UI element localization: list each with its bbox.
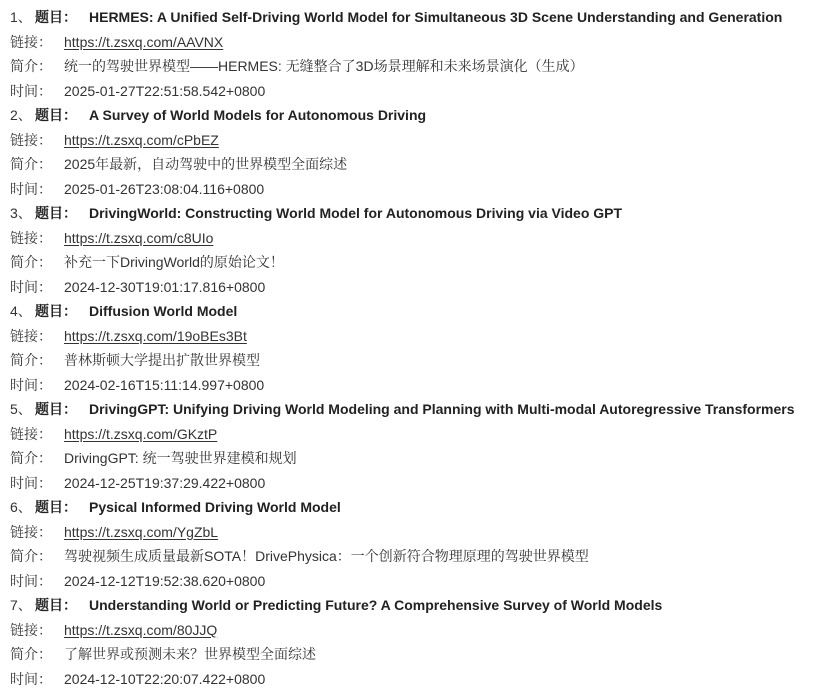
summary-label: 简介： xyxy=(10,156,52,172)
paper-link[interactable]: https://t.zsxq.com/19oBEs3Bt xyxy=(64,327,247,344)
time-label: 时间： xyxy=(10,572,52,589)
title-label: 题目： xyxy=(35,499,77,515)
title-line xyxy=(10,495,838,520)
link-line xyxy=(10,520,838,545)
title-label: 题目： xyxy=(35,205,77,221)
paper-time: 2025-01-27T22:51:58.542+0800 xyxy=(64,82,266,99)
paper-summary: 统一的驾驶世界模型——HERMES: 无缝整合了3D场景理解和未来场景演化（生成） xyxy=(64,58,584,74)
paper-entry xyxy=(10,201,838,299)
summary-label: 简介： xyxy=(10,548,52,564)
paper-time: 2024-12-30T19:01:17.816+0800 xyxy=(64,278,266,295)
link-line xyxy=(10,324,838,349)
title-line xyxy=(10,397,838,422)
link-line xyxy=(10,30,838,55)
title-label: 题目： xyxy=(35,9,77,25)
time-label: 时间： xyxy=(10,670,52,687)
entry-index: 2、 xyxy=(10,107,32,123)
summary-line xyxy=(10,54,838,79)
link-line xyxy=(10,226,838,251)
paper-summary: 普林斯顿大学提出扩散世界模型 xyxy=(64,352,260,368)
paper-title: HERMES: A Unified Self-Driving World Model for Simultaneous 3D Scene Understanding and Generation xyxy=(89,9,783,25)
paper-entry xyxy=(10,5,838,103)
title-label: 题目： xyxy=(35,401,77,417)
time-label: 时间： xyxy=(10,180,52,197)
paper-summary: 补充一下DrivingWorld的原始论文！ xyxy=(64,254,284,270)
paper-entry xyxy=(10,593,838,691)
summary-label: 简介： xyxy=(10,450,52,466)
paper-link[interactable]: https://t.zsxq.com/YgZbL xyxy=(64,523,219,540)
time-line xyxy=(10,471,838,496)
title-label: 题目： xyxy=(35,107,77,123)
link-label: 链接： xyxy=(10,229,52,246)
link-label: 链接： xyxy=(10,327,52,344)
summary-label: 简介： xyxy=(10,254,52,270)
paper-title: DrivingWorld: Constructing World Model for Autonomous Driving via Video GPT xyxy=(89,205,623,221)
paper-summary: 2025年最新，自动驾驶中的世界模型全面综述 xyxy=(64,156,348,172)
summary-line xyxy=(10,544,838,569)
title-line xyxy=(10,299,838,324)
entry-index: 6、 xyxy=(10,499,32,515)
paper-link[interactable]: https://t.zsxq.com/AAVNX xyxy=(64,33,224,50)
time-line xyxy=(10,569,838,594)
paper-summary: DrivingGPT: 统一驾驶世界建模和规划 xyxy=(64,450,297,466)
title-line xyxy=(10,201,838,226)
paper-link[interactable]: https://t.zsxq.com/GKztP xyxy=(64,425,218,442)
paper-title: DrivingGPT: Unifying Driving World Modeling and Planning with Multi-modal Autoregressive Transformers xyxy=(89,401,795,417)
time-label: 时间： xyxy=(10,278,52,295)
title-line xyxy=(10,5,838,30)
paper-entry xyxy=(10,397,838,495)
paper-link[interactable]: https://t.zsxq.com/80JJQ xyxy=(64,621,218,638)
paper-time: 2025-01-26T23:08:04.116+0800 xyxy=(64,180,265,197)
paper-link[interactable]: https://t.zsxq.com/c8UIo xyxy=(64,229,214,246)
paper-time: 2024-02-16T15:11:14.997+0800 xyxy=(64,376,265,393)
time-label: 时间： xyxy=(10,474,52,491)
paper-title: Diffusion World Model xyxy=(89,303,238,319)
summary-line xyxy=(10,642,838,667)
summary-label: 简介： xyxy=(10,646,52,662)
title-label: 题目： xyxy=(35,303,77,319)
time-line xyxy=(10,275,838,300)
link-line xyxy=(10,422,838,447)
time-label: 时间： xyxy=(10,376,52,393)
title-line xyxy=(10,103,838,128)
link-label: 链接： xyxy=(10,33,52,50)
paper-time: 2024-12-10T22:20:07.422+0800 xyxy=(64,670,266,687)
link-label: 链接： xyxy=(10,621,52,638)
link-line xyxy=(10,618,838,643)
paper-summary: 驾驶视频生成质量最新SOTA！DrivePhysica：一个创新符合物理原理的驾驶世界模型 xyxy=(64,548,589,564)
entry-index: 5、 xyxy=(10,401,32,417)
paper-time: 2024-12-12T19:52:38.620+0800 xyxy=(64,572,266,589)
summary-line xyxy=(10,152,838,177)
paper-summary: 了解世界或预测未来？世界模型全面综述 xyxy=(64,646,316,662)
time-line xyxy=(10,373,838,398)
paper-title: A Survey of World Models for Autonomous Driving xyxy=(89,107,427,123)
summary-line xyxy=(10,446,838,471)
title-line xyxy=(10,593,838,618)
time-line xyxy=(10,79,838,104)
summary-line xyxy=(10,348,838,373)
link-line xyxy=(10,128,838,153)
link-label: 链接： xyxy=(10,425,52,442)
paper-link[interactable]: https://t.zsxq.com/cPbEZ xyxy=(64,131,219,148)
entry-index: 7、 xyxy=(10,597,32,613)
entry-index: 4、 xyxy=(10,303,32,319)
paper-time: 2024-12-25T19:37:29.422+0800 xyxy=(64,474,266,491)
paper-entry xyxy=(10,103,838,201)
summary-label: 简介： xyxy=(10,352,52,368)
time-line xyxy=(10,177,838,202)
time-label: 时间： xyxy=(10,82,52,99)
paper-entry xyxy=(10,495,838,593)
summary-line xyxy=(10,250,838,275)
paper-entry xyxy=(10,299,838,397)
entry-index: 3、 xyxy=(10,205,32,221)
link-label: 链接： xyxy=(10,523,52,540)
title-label: 题目： xyxy=(35,597,77,613)
time-line xyxy=(10,667,838,692)
summary-label: 简介： xyxy=(10,58,52,74)
paper-title: Pysical Informed Driving World Model xyxy=(89,499,341,515)
link-label: 链接： xyxy=(10,131,52,148)
paper-title: Understanding World or Predicting Future? A Comprehensive Survey of World Models xyxy=(89,597,663,613)
entry-index: 1、 xyxy=(10,9,32,25)
